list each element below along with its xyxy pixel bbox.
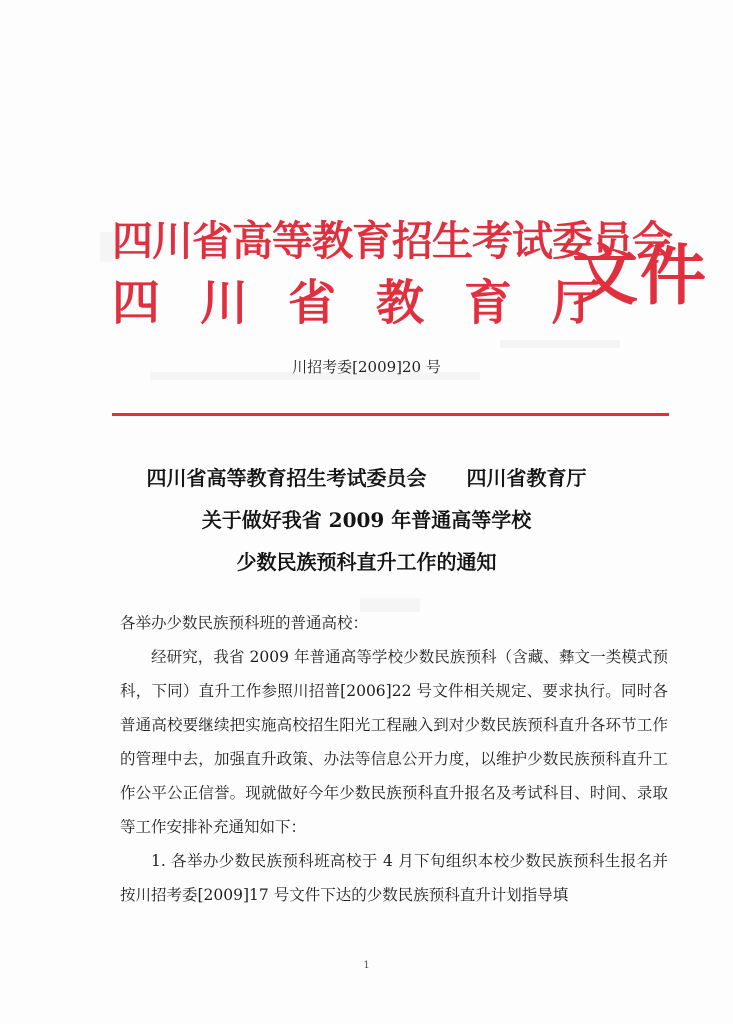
salutation: 各举办少数民族预科班的普通高校：	[120, 614, 369, 632]
body-paragraph-1: 经研究，我省 2009 年普通高等学校少数民族预科（含藏、彝文一类模式预科，下同）直升工作参照川招普[2006]22 号文件相关规定、要求执行。同时各普通高校要继续把实施高校招生阳光工程融入到对少数民族预科直升各环节工作的管理中去，加强直升政策、办法等信息公开力度，以维护少数民族预科直升工作公平公正信誉。现就做好今年少数民族预科直升报名及考试科目、时间、录取等工作安排补充通知如下：	[120, 648, 668, 836]
document-type-label: 文件	[572, 236, 708, 314]
title-line-1: 四川省高等教育招生考试委员会 四川省教育厅	[146, 466, 587, 490]
title-line-3: 少数民族预科直升工作的通知	[236, 550, 497, 574]
scan-artifact	[500, 340, 620, 348]
document-number: 川招考委[2009]20 号	[292, 358, 441, 376]
notice-title	[0, 460, 733, 580]
letterhead	[112, 208, 708, 331]
page-number: 1	[363, 960, 370, 971]
notice-body	[120, 606, 668, 912]
title-line-2: 关于做好我省 2009 年普通高等学校	[201, 508, 532, 532]
issuer-name-2: 四川省教育厅	[112, 275, 641, 331]
body-paragraph-2: 1. 各举办少数民族预科班高校于 4 月下旬组织本校少数民族预科生报名并按川招考委[2009]17 号文件下达的少数民族预科直升计划指导填	[120, 852, 668, 904]
red-divider	[112, 413, 669, 416]
issuer-name-1: 四川省高等教育招生考试委员会	[112, 217, 672, 265]
